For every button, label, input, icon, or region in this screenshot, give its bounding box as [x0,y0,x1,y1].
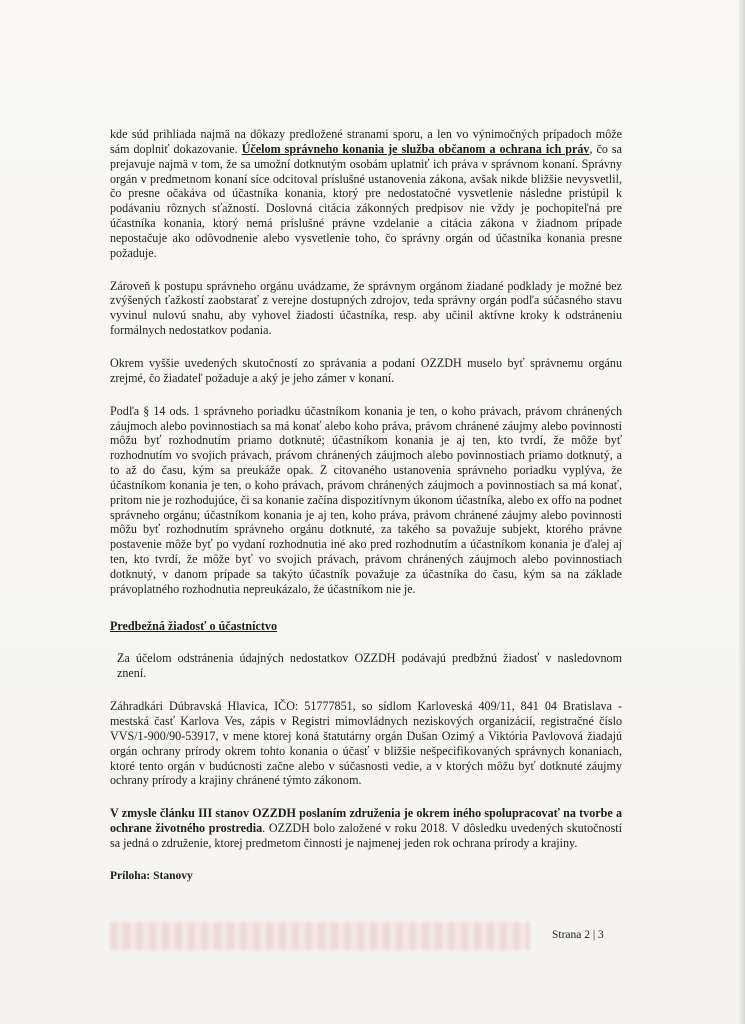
paragraph-administrative-purpose [110,127,622,261]
paragraph-text: , čo sa prejavuje najmä v tom, že sa umožní dotknutým osobám uplatniť ich práva v správnom konaní. Správny orgán v predmetnom konaní síce odcitoval príslušné ustanovenia zákona, avšak nikde bližšie nevysvetlil, čo presne očakáva od účastníka konania, ktorý pre nedostatočné vysvetlenie následne pristúpil k podávaniu rôznych sťažností. Doslovná citácia zákonných predpisov nie vždy je pochopiteľná pre účastníka konania, ktorý nemá príslušné právne vzdelanie a citácia zákona v žiadnom prípade nepostačuje ako odôvodnenie alebo vysvetlenie toho, čo správny orgán od účastníka konania presne požaduje. [110,141,622,260]
annex-label: Príloha: Stanovy [110,869,193,882]
page-number: Strana 2 | 3 [552,929,604,941]
scan-edge [739,0,745,1024]
paragraph-procedure: Zároveň k postupu správneho orgánu uvádzame, že správnym orgánom žiadané podklady je možné bez zvýšených ťažkostí zaobstarať z verejne dostupných zdrojov, teda správny orgán podľa súčasného stavu vyvinul nulovú snahu, aby vyhovel žiadosti účastníka, resp. aby učinil aktívne kroky k odstráneniu formálnych nedostatkov podania. [110,278,622,338]
paragraph-text: . OZZDH bolo založené v roku 2018. V dôsledku uvedených skutočností sa jedná o združenie, ktorej predmetom činnosti je najmenej jeden rok ochrana prírody a krajiny. [110,821,623,850]
emphasized-text: Účelom správneho konania je služba občanom a ochrana ich práv [241,141,590,156]
bold-text: V zmysle článku III stanov OZZDH poslaním združenia je okrem iného spolupracovať na tvorbe a ochrane životného prostredia [110,806,622,836]
paragraph-facts: Okrem vyššie uvedených skutočností zo správania a podaní OZZDH muselo byť správnemu orgánu zrejmé, čo žiadateľ požaduje a aký je jeho zámer v konaní. [110,355,622,385]
paragraph-statutes [110,806,622,851]
paragraph-request-intro: Za účelom odstránenia údajných nedostatkov OZZDH podávajú predbžnú žiadosť v nasledovnom znení. [117,651,622,681]
document-body [110,127,622,884]
section-heading: Predbežná žiadosť o účastníctvo [110,618,277,633]
scan-smudge [110,922,530,950]
paragraph-applicant: Záhradkári Dúbravská Hlavica, IČO: 51777851, so sídlom Karloveská 409/11, 841 04 Bratislava - mestská časť Karlova Ves, zápis v Registri mimovládnych neziskových organizácií, registračné číslo VVS/1-900/90-53917, v mene ktorej koná štatutárny orgán Dušan Ozimý a Viktória Pavlovová žiadajú orgán ochrany prírody okrem tohto konania o účasť v bližšie nešpecifikovaných správnych konaniach, ktoré tento orgán v budúcnosti začne alebo v súčasnosti vedie, a v ktorých môžu byť dotknuté záujmy ochrany prírody a krajiny chránené týmto zákonom. [110,699,622,788]
paragraph-section-14: Podľa § 14 ods. 1 správneho poriadku účastníkom konania je ten, o koho právach, právom chránených záujmoch alebo povinnostiach sa má konať alebo koho práva, právom chránené záujmy alebo povinnosti môžu byť rozhodnutím priamo dotknuté; účastníkom konania je aj ten, kto tvrdí, že môže byť rozhodnutím vo svojich právach, právom chránených záujmoch alebo povinnostiach priamo dotknutý, a to až do času, kým sa preukáže opak. Z citovaného ustanovenia správneho poriadku vyplýva, že účastníkom konania je ten, o koho právach, právom chránených záujmoch a povinnostiach sa má konať, pritom nie je rozhodujúce, či sa konanie začína dispozitívnym úkonom účastníka, alebo ex offo na podnet správneho orgánu; účastníkom konania je aj ten, koho práva, právom chránené záujmy alebo povinnosti môžu byť rozhodnutím správneho orgánu dotknuté, za takého sa považuje subjekt, ktorého právne postavenie môže byť po vydaní rozhodnutia iné ako pred rozhodnutím a účastníkom konania je ďalej aj ten, kto tvrdí, že môže byť vo svojich právach, právom chránených záujmoch alebo povinnostiach dotknutý, v danom prípade sa takýto účastník považuje za účastníka do času, kým sa na základe právoplatného rozhodnutia nepreukázalo, že účastníkom nie je. [110,403,622,596]
paragraph-text: kde súd prihliada najmä na dôkazy predložené stranami sporu, a len vo výnimočných prípadoch môže sám doplniť dokazovanie. [110,127,622,156]
